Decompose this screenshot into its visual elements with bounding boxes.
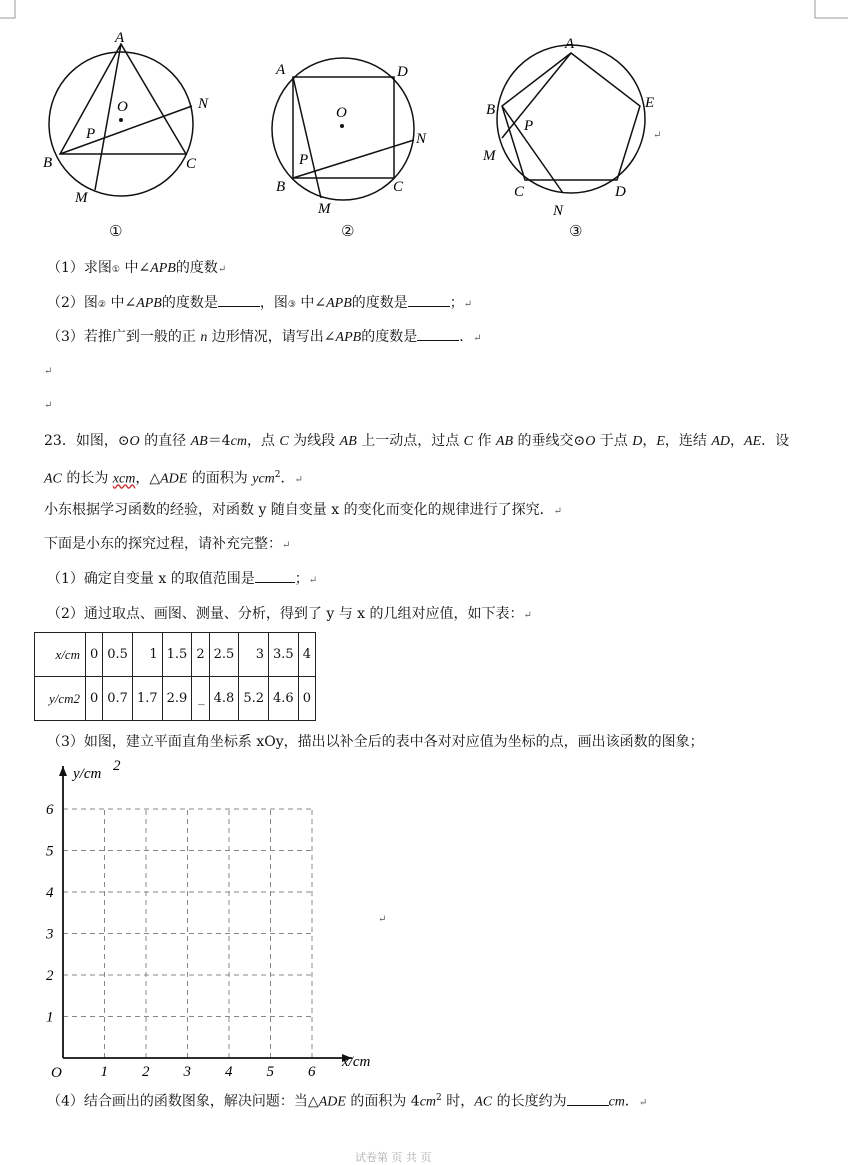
fig2-label-m: M (318, 201, 331, 217)
values-table (34, 632, 316, 721)
fig2-label-a: A (276, 62, 286, 78)
return-mark: ↵ (653, 130, 662, 141)
fig1-label-c: C (186, 156, 197, 172)
fig3-label-p: P (524, 118, 534, 134)
y-tick-label: 6 (46, 802, 54, 818)
table-cell: 5.2 (239, 677, 269, 721)
q22-part-1: （1）求图① 中∠APB的度数↵ (47, 260, 227, 276)
table-header-x: x/cm (35, 633, 86, 677)
q23-intro-line-2: AC 的长为 xcm，△ADE 的面积为 ycm$^2$．↵ (44, 470, 303, 487)
y-tick-label: 2 (46, 968, 54, 984)
answer-blank[interactable] (417, 328, 459, 341)
x-tick-label: 2 (142, 1064, 150, 1078)
table-cell: 0 (86, 633, 103, 677)
fig2-label-p: P (299, 152, 309, 168)
q23-part-1: （1）确定自变量 x 的取值范围是 ；↵ (47, 571, 318, 587)
y-axis-label: y/cm (73, 766, 102, 782)
return-mark: ↵ (44, 366, 53, 377)
q23-part-4: （4）结合画出的函数图象，解决问题：当△ADE 的面积为 $4cm^2$ 时，AC 的长度约为 cm．↵ (47, 1093, 648, 1110)
answer-blank[interactable] (255, 570, 295, 583)
figure-3-number: ③ (569, 222, 583, 240)
x-tick-label: 4 (225, 1064, 233, 1078)
y-tick-label: 1 (46, 1009, 54, 1026)
return-mark: ↵ (44, 400, 53, 411)
y-tick-label: 4 (46, 885, 54, 901)
q22-part-2: （2）图② 中∠APB的度数是 ，图③ 中∠APB的度数是 ；↵ (47, 295, 473, 311)
fig1-label-b: B (43, 155, 53, 171)
fig1-label-m: M (75, 190, 88, 206)
fig3-label-d: D (615, 184, 626, 200)
q22-part-3: （3）若推广到一般的正 n 边形情况，请写出∠APB的度数是 ．↵ (47, 329, 482, 345)
figure-1 (38, 26, 228, 212)
fig1-label-p: P (86, 126, 96, 142)
table-cell: 0.7 (103, 677, 133, 721)
table-cell: 1.5 (162, 633, 192, 677)
table-row-x (35, 633, 316, 677)
origin-label: O (51, 1065, 62, 1078)
x-tick-label: 6 (308, 1064, 316, 1078)
figure-1-number: ① (109, 222, 123, 240)
q23-intro: 23．如图，⊙O 的直径 AB＝4cm，点 C 为线段 AB 上一动点，过点 C 作 AB 的垂线交⊙O 于点 D，E，连结 AD，AE．设 (44, 433, 790, 449)
fig3-label-a: A (565, 36, 575, 52)
table-cell: 2.5 (209, 633, 239, 677)
answer-blank[interactable] (218, 294, 260, 307)
table-cell: 1 (132, 633, 162, 677)
x-axis-label: x/cm (342, 1054, 371, 1070)
fig2-label-o: O (336, 105, 347, 121)
fig3-label-n: N (553, 203, 564, 219)
table-cell: 0 (86, 677, 103, 721)
fig2-label-n: N (416, 131, 427, 147)
table-cell: 1.7 (132, 677, 162, 721)
y-tick-label: 5 (46, 843, 54, 860)
fig3-label-b: B (486, 102, 496, 118)
figure-2-number: ② (341, 222, 355, 240)
return-mark: ↵ (378, 914, 387, 925)
fig1-label-a: A (115, 30, 125, 46)
table-cell: 3.5 (269, 633, 299, 677)
table-row-y (35, 677, 316, 721)
coordinate-grid (30, 758, 390, 1078)
y-axis-arrow (59, 766, 67, 776)
fig3-label-e: E (645, 95, 655, 111)
y-tick-label: 3 (46, 926, 54, 943)
y-axis-label-sup: 2 (113, 758, 121, 774)
table-cell: 2 (192, 633, 209, 677)
fig2-label-c: C (393, 179, 404, 195)
answer-blank[interactable] (567, 1093, 609, 1106)
fig1-label-n: N (198, 96, 209, 112)
q23-part-3: （3）如图，建立平面直角坐标系 xOy，描出以补全后的表中各对对应值为坐标的点，画出该函数的图象； (47, 734, 704, 750)
q23-part-2: （2）通过取点、画图、测量、分析，得到了 y 与 x 的几组对应值，如下表：↵ (47, 606, 532, 622)
figure-3 (476, 30, 666, 220)
x-tick-label: 5 (266, 1064, 274, 1078)
q23-instruction: 下面是小东的探究过程，请补充完整：↵ (44, 536, 291, 552)
table-cell: 4.6 (269, 677, 299, 721)
q23-description: 小东根据学习函数的经验，对函数 y 随自变量 x 的变化而变化的规律进行了探究．↵ (44, 502, 562, 518)
table-cell: 0 (298, 677, 315, 721)
answer-blank[interactable] (408, 294, 450, 307)
fig2-label-b: B (276, 179, 286, 195)
x-tick-label: 1 (100, 1064, 108, 1078)
table-cell: 2.9 (162, 677, 192, 721)
table-header-y: y/cm2 (35, 677, 86, 721)
x-tick-label: 3 (183, 1064, 191, 1078)
fig2-label-d: D (397, 64, 408, 80)
fig1-label-o: O (117, 99, 128, 115)
figure-2 (262, 46, 442, 222)
table-cell: 4.8 (209, 677, 239, 721)
crop-marks (0, 0, 848, 24)
table-cell: 4 (298, 633, 315, 677)
fig3-label-c: C (514, 184, 525, 200)
table-cell: 3 (239, 633, 269, 677)
table-cell-blank[interactable]: _ (192, 677, 209, 721)
table-cell: 0.5 (103, 633, 133, 677)
page-footer: 试卷第 页 共 页 (355, 1151, 432, 1164)
fig3-label-m: M (483, 148, 496, 164)
